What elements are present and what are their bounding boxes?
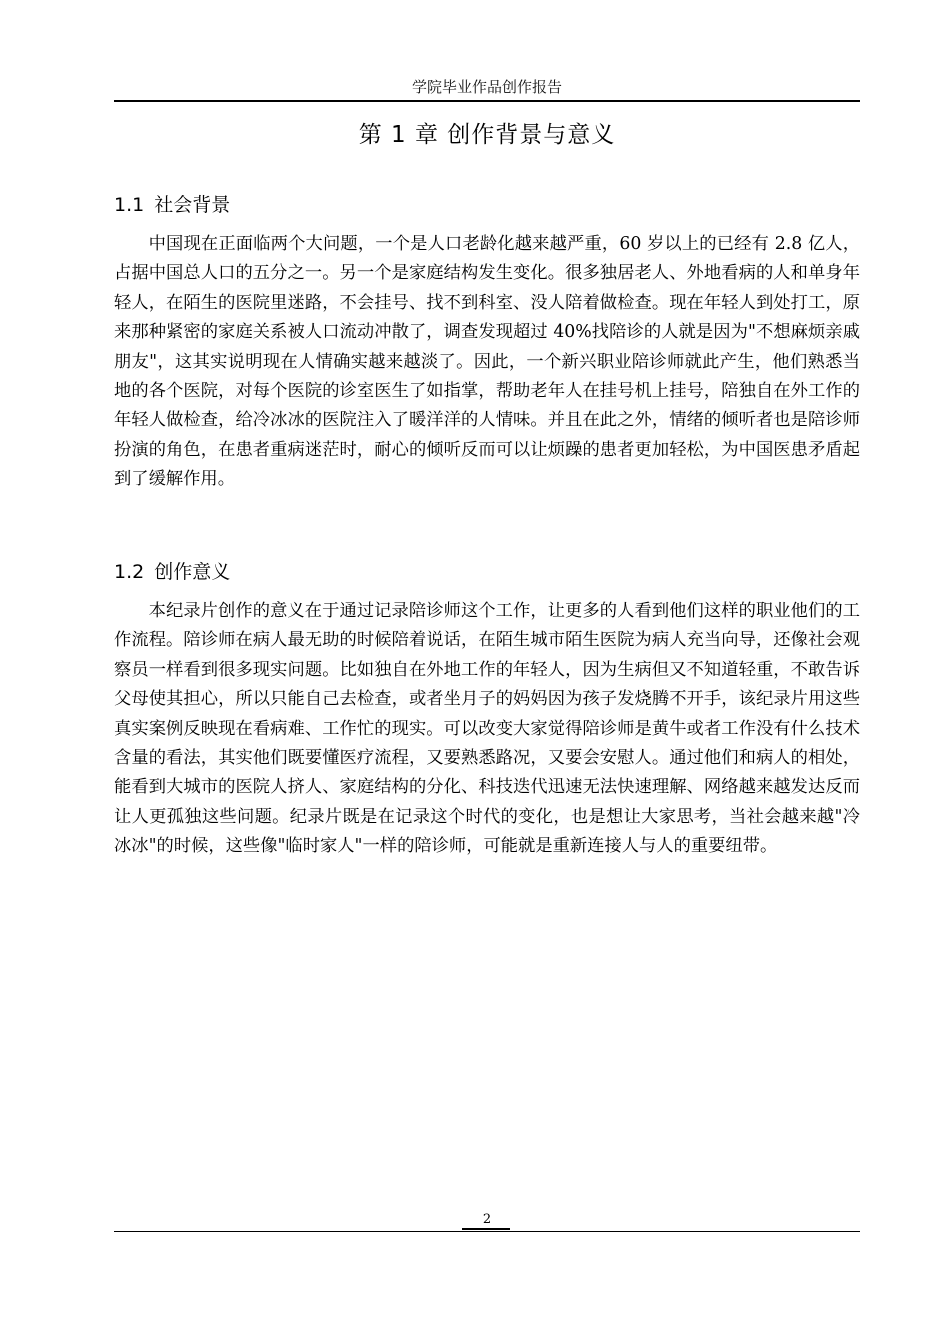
footer-divider (114, 1231, 860, 1232)
section-paragraph-1-2: 本纪录片创作的意义在于通过记录陪诊师这个工作，让更多的人看到他们这样的职业他们的工作流程。陪诊师在病人最无助的时候陪着说话，在陌生城市陌生医院为病人充当向导，还像社会观察员一样看到很多现实问题。比如独自在外地工作的年轻人，因为生病但又不知道轻重，不敢告诉父母使其担心，所以只能自己去检查，或者坐月子的妈妈因为孩子发烧腾不开手，该纪录片用这些真实案例反映现在看病难、工作忙的现实。可以改变大家觉得陪诊师是黄牛或者工作没有什么技术含量的看法，其实他们既要懂医疗流程，又要熟悉路况，又要会安慰人。通过他们和病人的相处，能看到大城市的医院人挤人、家庭结构的分化、科技迭代迅速无法快速理解、网络越来越发达反而让人更孤独这些问题。纪录片既是在记录这个时代的变化，也是想让大家思考，当社会越来越"冷冰冰"的时候，这些像"临时家人"一样的陪诊师，可能就是重新连接人与人的重要纽带。 (114, 601, 860, 857)
section-title: 创作意义 (154, 561, 231, 583)
header-divider (114, 100, 860, 102)
footer-divider-accent (462, 1228, 510, 1230)
chapter-title: 第 1 章 创作背景与意义 (358, 122, 616, 148)
section-paragraph-1-1: 中国现在正面临两个大问题，一个是人口老龄化越来越严重，60 岁以上的已经有 2.8 亿人，占据中国总人口的五分之一。另一个是家庭结构发生变化。很多独居老人、外地看病的人和单身年轻人，在陌生的医院里迷路，不会挂号、找不到科室、没人陪着做检查。现在年轻人到处打工，原来那种紧密的家庭关系被人口流动冲散了，调查发现超过 40%找陪诊的人就是因为"不想麻烦亲戚朋友"，这其实说明现在人情确实越来越淡了。因此，一个新兴职业陪诊师就此产生，他们熟悉当地的各个医院，对每个医院的诊室医生了如指掌，帮助老年人在挂号机上挂号，陪独自在外工作的年轻人做检查，给冷冰冰的医院注入了暖洋洋的人情味。并且在此之外，情绪的倾听者也是陪诊师扮演的角色，在患者重病迷茫时，耐心的倾听反而可以让烦躁的患者更加轻松，为中国医患矛盾起到了缓解作用。 (114, 234, 860, 490)
section-title: 社会背景 (154, 194, 231, 216)
page-number: 2 (482, 1212, 492, 1227)
section-number: 1.1 (114, 194, 145, 216)
section-number: 1.2 (114, 561, 145, 583)
running-header: 学院毕业作品创作报告 (411, 78, 562, 96)
section-heading-1-2 (114, 557, 230, 584)
section-heading-1-1 (114, 190, 230, 217)
